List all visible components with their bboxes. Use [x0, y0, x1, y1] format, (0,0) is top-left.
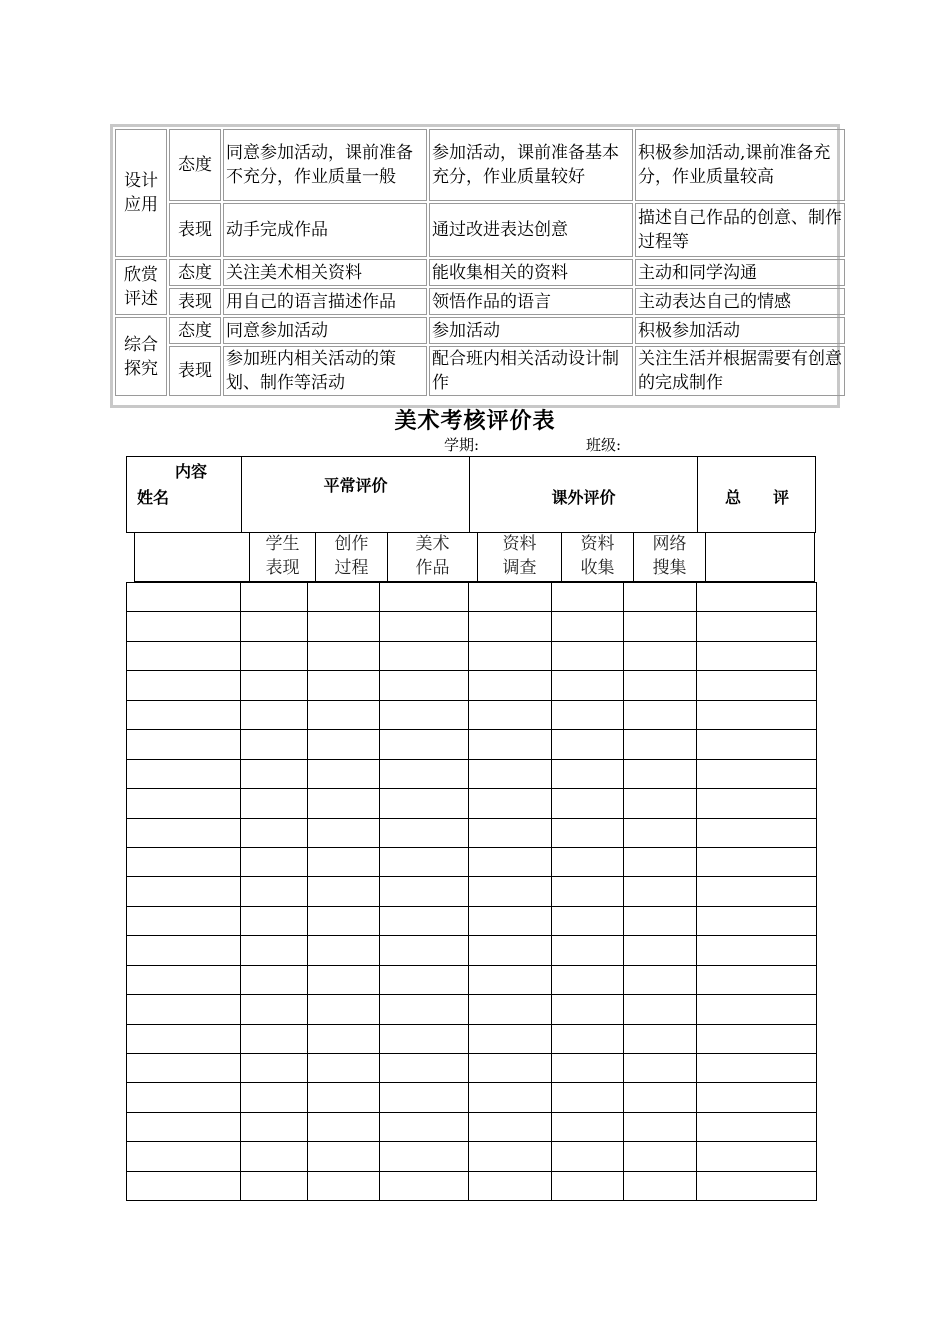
blank-cell: [697, 906, 817, 935]
blank-cell: [380, 612, 469, 641]
blank-cell: [308, 730, 380, 759]
criteria-cell: 参加活动: [429, 317, 633, 344]
blank-cell: [624, 1024, 697, 1053]
blank-cell: [469, 1142, 552, 1171]
blank-cell: [241, 1171, 308, 1200]
blank-cell: [469, 965, 552, 994]
table-row: [127, 847, 817, 876]
sub-header-cell: 美术 作品: [388, 532, 478, 581]
blank-cell: [241, 877, 308, 906]
blank-cell: [697, 1024, 817, 1053]
criteria-cell: 配合班内相关活动设计制作: [429, 346, 633, 396]
aspect-cell: 态度: [169, 259, 221, 286]
criteria-row: [115, 288, 845, 315]
criteria-row: [115, 346, 845, 396]
blank-cell: [241, 583, 308, 612]
blank-cell: [241, 936, 308, 965]
blank-cell: [380, 995, 469, 1024]
criteria-row: [115, 317, 845, 344]
blank-cell: [697, 936, 817, 965]
table-row: [127, 583, 817, 612]
blank-cell: [552, 847, 624, 876]
sub-header-cell: 资料 收集: [562, 532, 634, 581]
blank-cell: [241, 641, 308, 670]
criteria-cell: 动手完成作品: [223, 203, 427, 257]
blank-cell: [469, 700, 552, 729]
blank-cell: [552, 1083, 624, 1112]
blank-cell: [552, 730, 624, 759]
blank-cell: [552, 1171, 624, 1200]
blank-cell: [697, 759, 817, 788]
blank-cell: [308, 1054, 380, 1083]
criteria-cell: 用自己的语言描述作品: [223, 288, 427, 315]
blank-cell: [308, 759, 380, 788]
blank-cell: [127, 730, 241, 759]
blank-cell: [552, 877, 624, 906]
blank-cell: [552, 1024, 624, 1053]
eval-sub-header: [134, 532, 815, 582]
blank-cell: [127, 700, 241, 729]
blank-cell: [380, 965, 469, 994]
header-content-label: 内容: [175, 462, 208, 481]
blank-cell: [127, 847, 241, 876]
criteria-cell: 积极参加活动,课前准备充分，作业质量较高: [635, 129, 845, 201]
blank-cell: [127, 936, 241, 965]
header-regular-cell: [242, 457, 470, 532]
criteria-cell: 同意参加活动，课前准备不充分，作业质量一般: [223, 129, 427, 201]
criteria-cell: 能收集相关的资料: [429, 259, 633, 286]
blank-cell: [624, 612, 697, 641]
blank-cell: [308, 1083, 380, 1112]
blank-cell: [552, 759, 624, 788]
blank-cell: [469, 847, 552, 876]
blank-cell: [552, 1112, 624, 1141]
blank-cell: [308, 789, 380, 818]
blank-cell: [127, 1024, 241, 1053]
blank-cell: [241, 965, 308, 994]
blank-cell: [697, 818, 817, 847]
blank-cell: [697, 1171, 817, 1200]
blank-cell: [127, 759, 241, 788]
criteria-row: [115, 129, 845, 201]
header-name-cell: [127, 457, 242, 532]
sub-header-cell: 资料 调查: [478, 532, 562, 581]
blank-cell: [308, 671, 380, 700]
blank-cell: [624, 1083, 697, 1112]
blank-cell: [127, 641, 241, 670]
blank-cell: [380, 583, 469, 612]
blank-cell: [697, 641, 817, 670]
blank-cell: [241, 1083, 308, 1112]
blank-cell: [308, 995, 380, 1024]
table-row: [127, 877, 817, 906]
criteria-cell: 通过改进表达创意: [429, 203, 633, 257]
blank-cell: [241, 1024, 308, 1053]
blank-cell: [241, 847, 308, 876]
blank-cell: [469, 1112, 552, 1141]
blank-cell: [469, 1083, 552, 1112]
blank-cell: [697, 847, 817, 876]
blank-cell: [624, 877, 697, 906]
blank-cell: [624, 1171, 697, 1200]
blank-cell: [241, 759, 308, 788]
blank-cell: [624, 847, 697, 876]
blank-cell: [469, 612, 552, 641]
header-total-cell: [698, 457, 816, 532]
blank-cell: [469, 995, 552, 1024]
header-extracurricular-cell: [470, 457, 698, 532]
sub-header-cell: 创作 过程: [316, 532, 388, 581]
blank-cell: [241, 818, 308, 847]
aspect-cell: 表现: [169, 288, 221, 315]
header-regular-label: 平常评价: [323, 476, 388, 495]
blank-cell: [697, 789, 817, 818]
blank-cell: [624, 1112, 697, 1141]
blank-cell: [552, 583, 624, 612]
blank-cell: [552, 995, 624, 1024]
blank-cell: [624, 641, 697, 670]
blank-cell: [624, 818, 697, 847]
blank-cell: [624, 583, 697, 612]
blank-cell: [127, 1142, 241, 1171]
criteria-cell: 参加活动，课前准备基本充分，作业质量较好: [429, 129, 633, 201]
blank-cell: [697, 995, 817, 1024]
table-row: [127, 1112, 817, 1141]
blank-cell: [697, 671, 817, 700]
blank-cell: [380, 1171, 469, 1200]
blank-cell: [552, 641, 624, 670]
table-row: [127, 965, 817, 994]
blank-cell: [380, 906, 469, 935]
blank-cell: [127, 877, 241, 906]
sub-header-cell: 网络 搜集: [634, 532, 706, 581]
blank-cell: [380, 877, 469, 906]
blank-cell: [552, 1142, 624, 1171]
blank-cell: [624, 730, 697, 759]
term-label: 学期:: [444, 436, 480, 454]
blank-cell: [380, 789, 469, 818]
table-row: [127, 671, 817, 700]
blank-cell: [308, 583, 380, 612]
blank-cell: [127, 789, 241, 818]
blank-cell: [308, 1024, 380, 1053]
aspect-cell: 态度: [169, 317, 221, 344]
blank-cell: [624, 906, 697, 935]
blank-cell: [380, 1083, 469, 1112]
criteria-table: [110, 124, 840, 408]
blank-cell: [308, 936, 380, 965]
header-total-label: 总 评: [724, 488, 789, 507]
blank-cell: [241, 1112, 308, 1141]
table-row: [127, 789, 817, 818]
table-row: [127, 759, 817, 788]
blank-cell: [697, 1112, 817, 1141]
blank-cell: [552, 612, 624, 641]
blank-cell: [469, 818, 552, 847]
blank-cell: [241, 906, 308, 935]
criteria-grid: [113, 127, 847, 398]
blank-cell: [127, 1083, 241, 1112]
blank-cell: [127, 1054, 241, 1083]
blank-cell: [552, 818, 624, 847]
blank-cell: [469, 906, 552, 935]
blank-cell: [469, 759, 552, 788]
blank-cell: [380, 1112, 469, 1141]
blank-cell: [380, 1054, 469, 1083]
header-name-label: 姓名: [137, 488, 170, 507]
criteria-cell: 参加班内相关活动的策划、制作等活动: [223, 346, 427, 396]
blank-cell: [697, 1083, 817, 1112]
blank-cell: [308, 965, 380, 994]
table-row: [127, 1054, 817, 1083]
blank-cell: [241, 730, 308, 759]
blank-cell: [697, 700, 817, 729]
blank-cell: [552, 965, 624, 994]
table-row: [127, 1142, 817, 1171]
blank-cell: [127, 965, 241, 994]
blank-cell: [697, 1054, 817, 1083]
blank-cell: [380, 700, 469, 729]
blank-cell: [308, 700, 380, 729]
table-row: [127, 1024, 817, 1053]
blank-cell: [127, 1112, 241, 1141]
page-title: 美术考核评价表: [394, 408, 556, 434]
blank-cell: [380, 847, 469, 876]
blank-cell: [697, 877, 817, 906]
criteria-cell: 领悟作品的语言: [429, 288, 633, 315]
eval-table-header: [126, 456, 816, 533]
blank-cell: [380, 671, 469, 700]
blank-cell: [469, 1054, 552, 1083]
blank-cell: [308, 818, 380, 847]
blank-cell: [380, 1024, 469, 1053]
blank-cell: [127, 612, 241, 641]
blank-cell: [469, 1024, 552, 1053]
blank-cell: [241, 700, 308, 729]
table-row: [127, 612, 817, 641]
blank-cell: [127, 906, 241, 935]
blank-cell: [697, 583, 817, 612]
table-row: [127, 906, 817, 935]
blank-cell: [624, 936, 697, 965]
blank-cell: [380, 936, 469, 965]
table-row: [127, 818, 817, 847]
blank-cell: [697, 965, 817, 994]
blank-cell: [380, 730, 469, 759]
blank-cell: [624, 965, 697, 994]
blank-cell: [469, 641, 552, 670]
blank-cell: [241, 671, 308, 700]
blank-cell: [552, 906, 624, 935]
blank-cell: [127, 583, 241, 612]
blank-cell: [127, 1171, 241, 1200]
blank-cell: [697, 730, 817, 759]
blank-cell: [624, 759, 697, 788]
criteria-cell: 主动和同学沟通: [635, 259, 845, 286]
blank-cell: [380, 818, 469, 847]
blank-cell: [308, 1142, 380, 1171]
blank-cell: [241, 789, 308, 818]
table-row: [127, 1171, 817, 1200]
blank-cell: [697, 1142, 817, 1171]
blank-cell: [241, 1142, 308, 1171]
criteria-cell: 关注生活并根据需要有创意的完成制作: [635, 346, 845, 396]
blank-cell: [552, 700, 624, 729]
blank-cell: [308, 1171, 380, 1200]
blank-cell: [127, 818, 241, 847]
table-row: [127, 641, 817, 670]
blank-cell: [624, 1142, 697, 1171]
blank-cell: [380, 759, 469, 788]
criteria-cell: 描述自己作品的创意、制作过程等: [635, 203, 845, 257]
criteria-cell: 主动表达自己的情感: [635, 288, 845, 315]
table-row: [127, 995, 817, 1024]
blank-cell: [624, 1054, 697, 1083]
blank-cell: [624, 700, 697, 729]
blank-cell: [308, 612, 380, 641]
blank-cell: [308, 641, 380, 670]
blank-cell: [308, 906, 380, 935]
sub-header-total-blank: [706, 532, 815, 581]
criteria-row: [115, 259, 845, 286]
sub-header-blank: [135, 532, 250, 581]
blank-cell: [469, 1171, 552, 1200]
criteria-cell: 积极参加活动: [635, 317, 845, 344]
blank-cell: [552, 1054, 624, 1083]
table-row: [127, 1083, 817, 1112]
blank-cell: [552, 789, 624, 818]
blank-cell: [380, 641, 469, 670]
blank-cell: [624, 671, 697, 700]
blank-cell: [624, 995, 697, 1024]
blank-cell: [552, 936, 624, 965]
aspect-cell: 态度: [169, 129, 221, 201]
blank-cell: [469, 789, 552, 818]
criteria-row: [115, 203, 845, 257]
blank-cell: [697, 612, 817, 641]
blank-cell: [308, 1112, 380, 1141]
blank-cell: [624, 789, 697, 818]
aspect-cell: 表现: [169, 346, 221, 396]
table-row: [127, 700, 817, 729]
blank-cell: [308, 847, 380, 876]
blank-cell: [469, 877, 552, 906]
blank-cell: [127, 995, 241, 1024]
aspect-cell: 表现: [169, 203, 221, 257]
eval-blank-grid: [126, 582, 817, 1201]
blank-cell: [469, 671, 552, 700]
blank-cell: [241, 995, 308, 1024]
sub-header-cell: 学生 表现: [250, 532, 316, 581]
blank-cell: [127, 671, 241, 700]
blank-cell: [469, 730, 552, 759]
header-extracurricular-label: 课外评价: [551, 488, 616, 507]
table-row: [127, 730, 817, 759]
group-appreciation: 欣赏 评述: [115, 259, 167, 315]
class-label: 班级:: [586, 436, 622, 454]
blank-cell: [380, 1142, 469, 1171]
criteria-cell: 关注美术相关资料: [223, 259, 427, 286]
blank-cell: [469, 936, 552, 965]
group-design-apply: 设计 应用: [115, 129, 167, 257]
blank-cell: [241, 1054, 308, 1083]
criteria-cell: 同意参加活动: [223, 317, 427, 344]
table-row: [127, 936, 817, 965]
blank-cell: [241, 612, 308, 641]
blank-cell: [552, 671, 624, 700]
group-comprehensive: 综合 探究: [115, 317, 167, 396]
blank-cell: [308, 877, 380, 906]
blank-cell: [469, 583, 552, 612]
